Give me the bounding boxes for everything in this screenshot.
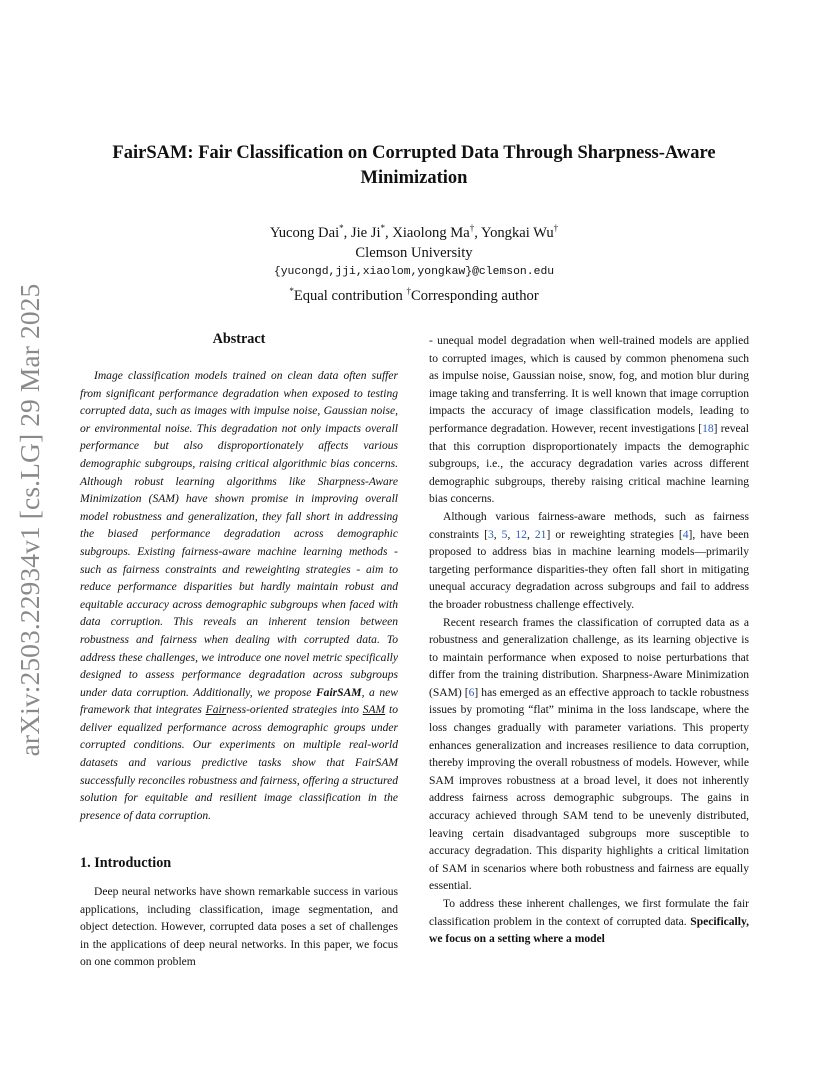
corr-note: Corresponding author [411,287,539,304]
author-notes [80,281,748,306]
text: Recent research frames the classification of corrupted data as a robustness and generalization challenge, as its learning objective is to maintain performance when exposed to noise perturbations that differ from the training distribution. Sharpness-Aware Minimization (SAM) [ [429,616,749,699]
author-name: Xiaolong Ma [392,224,470,241]
right-paragraph-2 [429,509,749,615]
equal-note: Equal contribution [293,287,403,304]
text: , [507,528,516,541]
text: - unequal model degradation when well-trained models are applied to corrupted images, which is caused by common phenomena such as impulse noise, Gaussian noise, snow, fog, and motion blur during image taking and transferring. It is well known that image corruption impacts the accuracy of image classification models, leading to performance degradation. However, recent investigations [ [429,335,749,435]
author-mark: † [553,223,559,233]
text: ] has emerged as an effective approach to tackle robustness issues by promoting “flat” minima in the loss landscape, where the loss changes gradually with parameter variations. This property enhances generalization and increases resilience to data corruption, thereby improving the overall robustness of models. However, while SAM improves robustness at a broad level, it does not inherently address fairness across demographic subgroups. The gains in accuracy achieved through SAM tend to be unevenly distributed, leaving certain disadvantaged subgroups more susceptible to accuracy degradation. This disparity highlights a critical limitation of SAM in scenarios where both robustness and fairness are equally essential. [429,686,749,893]
abstract-part: Image classification models trained on clean data often suffer from significant performance degradation when exposed to testing corrupted data, such as images with impulse noise, Gaussian noise, or environmental noise. This degradation not only impacts overall performance but also disproportionately affects various demographic subgroups, raising critical algorithmic bias concerns. Although robust learning algorithms like Sharpness-Aware Minimization (SAM) have shown promise in improving overall model robustness and generalization, they fall short in addressing the biased performance degradation across demographic subgroups. Existing fairness-aware machine learning methods - such as fairness constraints and reweighting strategies - aim to reduce performance disparities but hardly maintain robust and equitable accuracy across demographic subgroups when faced with data corruption. This reveals an inherent tension between robustness and fairness when dealing with corrupted data. To address these challenges, we introduce one novel metric specifically designed to assess performance degradation across subgroups under data corruption. Additionally, we propose [80,370,398,699]
text: Although various fairness-aware methods, such as fairness constraints [ [429,510,749,541]
corr-mark: † [406,285,411,296]
bold-text: Specifically, we focus on a setting where a model [429,915,749,946]
author-name: Yongkai Wu [481,224,554,241]
affiliation: Clemson University [355,244,473,261]
abstract-part: to deliver equalized performance across demographic groups under corrupted conditions. Our experiments on multiple real-world datasets and various predictive tasks show that FairSAM successfully reconciles robustness and fairness, offering a structured solution for equitable and resilient image classification in the presence of data corruption. [80,704,398,822]
text: To address these inherent challenges, we first formulate the fair classification problem in the context of corrupted data. [429,898,749,928]
author-block [80,218,748,306]
text: ], have been proposed to address bias in machine learning models—primarily targeting performance disparities-they often fall short in mitigating unequal accuracy degradation across subgroups and fail to address the broader robustness challenge effectively. [429,528,749,611]
author-mark: † [469,223,475,233]
author-name: Yucong Dai [269,224,340,241]
intro-heading: 1. Introduction [80,855,172,871]
abstract-part: , a new framework that integrates [80,686,398,717]
abstract-part: ness-oriented strategies into [226,704,363,717]
citation-link[interactable]: 18 [702,422,714,435]
author-list: Yucong Dai*, Jie Ji*, Xiaolong Ma†, Yongkai Wu† [269,223,559,241]
author-name: Jie Ji [350,224,381,241]
intro-paragraph: Deep neural networks have shown remarkable success in various applications, including classification, image segmentation, and object detection. However, corrupted data poses a set of challenges in the applications of deep neural networks. In this paper, we focus on one common problem [80,886,398,969]
equal-mark: * [289,285,294,296]
abstract-text [80,368,398,825]
text: , [526,528,535,541]
arxiv-stamp-text: arXiv:2503.22934v1 [cs.LG] 29 Mar 2025 [14,283,45,757]
right-paragraph-3 [429,615,749,897]
author-mark: * [339,223,344,233]
paper-title [80,141,748,191]
citation-link[interactable]: 3 [487,528,494,541]
author-email: {yucongd,jji,xiaolom,yongkaw}@clemson.edu [273,265,555,278]
title-line-2: Minimization [360,168,468,188]
citation-link[interactable]: 6 [468,686,475,699]
arxiv-stamp [10,282,50,758]
right-paragraph-4 [429,896,749,949]
text: ] reveal that this corruption disproportionately impacts the demographic subgroups, i.e., the accuracy degradation varies across different demographic subgroups, thereby raising critical machine learning bias concerns. [429,422,749,506]
abstract-underline: Fair [205,704,227,717]
title-line-1: FairSAM: Fair Classification on Corrupted Data Through Sharpness-Aware [112,143,716,163]
author-mark: * [380,223,386,233]
text: ] or reweighting strategies [ [546,528,683,541]
citation-link[interactable]: 4 [682,528,689,541]
citation-link[interactable]: 5 [501,528,508,541]
right-paragraph-1 [429,333,749,509]
right-column [429,333,749,949]
abstract-underline: SAM [362,704,386,717]
citation-link[interactable]: 21 [534,528,547,541]
abstract-heading: Abstract [212,331,266,347]
text: , [493,528,502,541]
citation-link[interactable]: 12 [515,528,527,541]
abstract-bold: FairSAM [315,686,362,699]
